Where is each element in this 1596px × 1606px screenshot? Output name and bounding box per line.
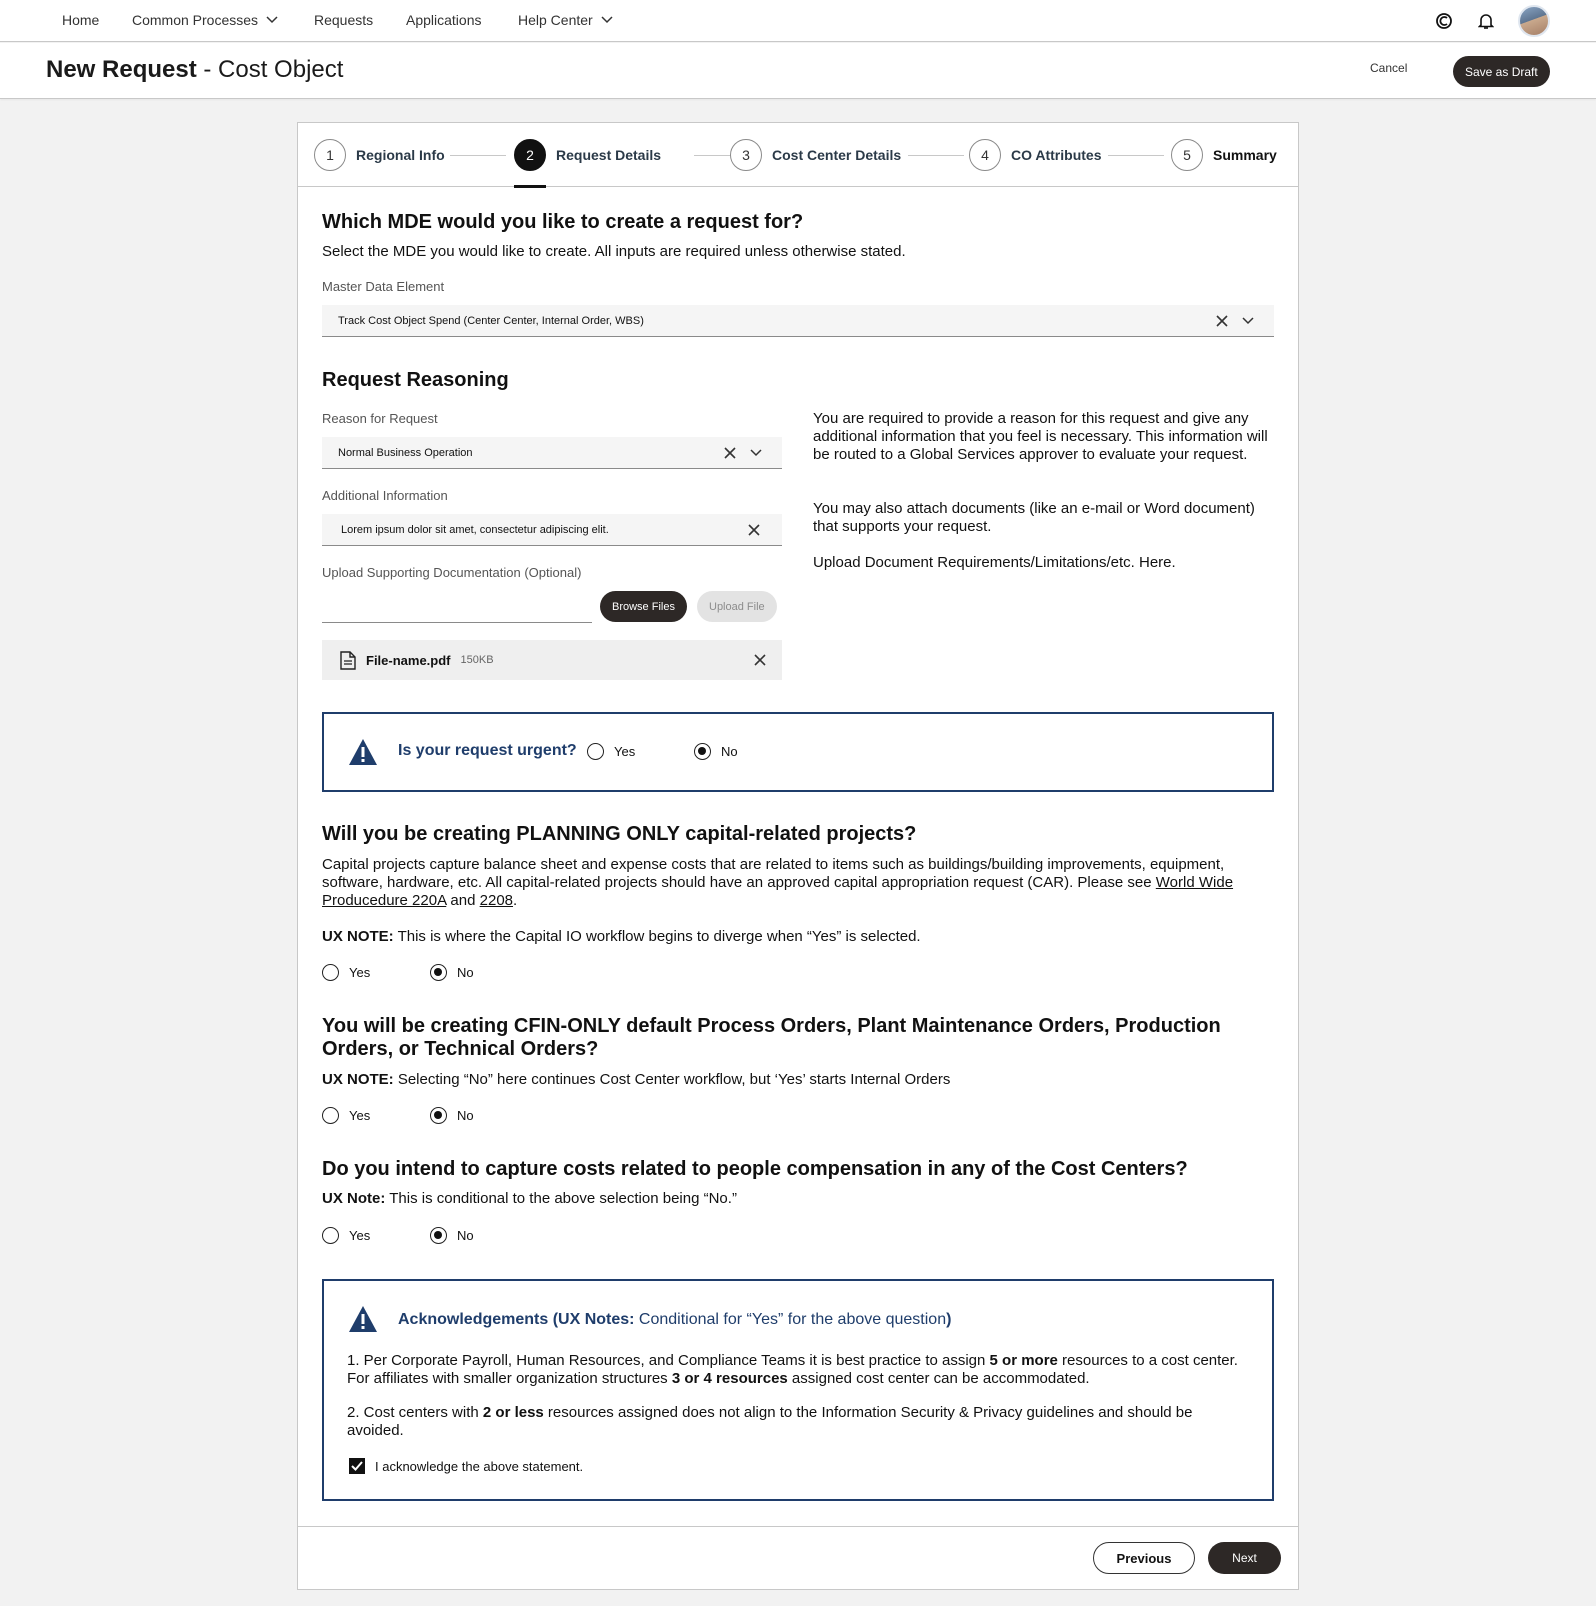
reason-select-value: Normal Business Operation [338,446,473,459]
chevron-down-icon[interactable] [1240,313,1256,329]
urgent-yes-radio[interactable] [587,743,635,760]
reasoning-help-text-1: You are required to provide a reason for this request and give any additional information that you feel is necessary. This information will be routed to a Global Services approver to evaluate your request. [813,410,1268,463]
step-label: CO Attributes [1011,147,1102,163]
radio-circle [322,1227,339,1244]
compensation-yes-radio[interactable] [322,1227,370,1244]
cancel-button[interactable]: Cancel [1370,61,1408,75]
step-number: 5 [1171,139,1203,171]
cfin-heading: You will be creating CFIN-ONLY default Process Orders, Plant Maintenance Orders, Production Orders, or Technical Orders? [322,1015,1221,1060]
checkbox-checked-icon [349,1458,365,1474]
ack-text: resources to a cost center. For affiliates with smaller organization structures [347,1352,1238,1387]
step-summary[interactable] [1171,139,1277,171]
step-number: 3 [730,139,762,171]
next-button[interactable]: Next [1208,1542,1281,1574]
reasoning-help-text-2: You may also attach documents (like an e-mail or Word document) that supports your request. [813,500,1255,535]
reason-select[interactable] [322,437,782,469]
upload-file-input[interactable] [322,591,592,623]
cfin-yes-radio[interactable] [322,1107,370,1124]
radio-label: No [457,965,474,980]
radio-circle [587,743,604,760]
ack-text: 2. Cost centers with [347,1404,483,1421]
step-connector [1108,155,1164,156]
radio-label: No [457,1108,474,1123]
additional-info-value: Lorem ipsum dolor sit amet, consectetur adipiscing elit. [341,523,609,536]
remove-file-icon[interactable] [754,653,766,671]
acknowledgements-title-rest: Conditional for “Yes” for the above question [634,1311,947,1328]
acknowledgements-title-close: ) [946,1311,952,1328]
nav-home[interactable] [62,12,99,28]
compensation-heading: Do you intend to capture costs related to people compensation in any of the Cost Centers? [322,1158,1188,1180]
chevron-down-icon [266,16,278,24]
radio-label: Yes [349,1228,371,1243]
nav-home-label: Home [62,12,100,28]
additional-info-input[interactable] [322,514,782,546]
compensation-ux-note [322,1190,1274,1208]
ack-emphasis: 3 or 4 resources [671,1370,788,1387]
radio-circle [322,964,339,981]
file-name: File-name.pdf [366,652,451,668]
step-number: 1 [314,139,346,171]
cfin-no-radio[interactable] [430,1107,474,1124]
ux-note-text: This is where the Capital IO workflow begins to diverge when “Yes” is selected. [393,928,921,945]
reasoning-help-text-3: Upload Document Requirements/Limitations/etc. Here. [813,554,1176,571]
clear-icon[interactable] [722,445,738,461]
upload-file-button[interactable]: Upload File [697,591,777,622]
checkbox-label: I acknowledge the above statement. [375,1458,584,1474]
attached-file [322,640,782,680]
planning-heading: Will you be creating PLANNING ONLY capital-related projects? [322,823,917,845]
nav-common-processes-label: Common Processes [132,12,259,28]
step-request-details[interactable] [514,139,661,171]
radio-circle [322,1107,339,1124]
clear-icon[interactable] [1214,313,1230,329]
mde-description: Select the MDE you would like to create. All inputs are required unless otherwise stated. [322,243,906,260]
ux-note-label: UX NOTE: [322,928,394,945]
nav-applications-label: Applications [406,12,482,28]
copilot-icon[interactable] [1434,11,1454,31]
warning-icon [348,1305,378,1333]
urgent-no-radio[interactable] [694,743,738,760]
nav-requests-label: Requests [314,12,374,28]
mde-heading: Which MDE would you like to create a request for? [322,211,804,233]
planning-description [322,856,1274,910]
nav-help-center-label: Help Center [518,12,593,28]
planning-description-text: Capital projects capture balance sheet and expense costs that are related to items such as buildings/building improvements, equipment, software, hardware, etc. All capital-related projects should have an approved capital appropriation request (CAR). Please see [322,856,1225,891]
acknowledgements-box [322,1279,1274,1501]
radio-label: Yes [349,965,371,980]
compensation-no-radio[interactable] [430,1227,474,1244]
radio-label: Yes [349,1108,371,1123]
page-header [0,43,1596,99]
ux-note-label: UX NOTE: [322,1071,394,1088]
radio-circle [430,1107,447,1124]
warning-icon [348,738,378,766]
upload-label: Upload Supporting Documentation (Optional) [322,565,582,580]
additional-info-label: Additional Information [322,488,448,503]
nav-requests[interactable] [314,12,373,28]
ack-emphasis: 2 or less [482,1404,544,1421]
acknowledgements-title-bold: Acknowledgements (UX Notes: [398,1311,635,1328]
planning-description-and: and [446,892,480,909]
acknowledgement-item-2 [347,1404,1247,1440]
urgent-alert-box [322,712,1274,792]
chevron-down-icon[interactable] [748,445,764,461]
procedure-220a-link[interactable]: World Wide Producedure 220A [322,874,1234,909]
bell-icon[interactable] [1476,11,1496,31]
step-co-attributes[interactable] [969,139,1101,171]
file-size: 150KB [460,654,494,666]
ack-emphasis: 5 or more [989,1352,1058,1369]
request-form-card [297,122,1299,1590]
avatar[interactable] [1518,5,1550,37]
nav-common-processes[interactable] [132,12,278,28]
page-title-subtitle: - Cost Object [196,56,344,83]
acknowledge-checkbox[interactable] [349,1458,583,1474]
step-connector [450,155,506,156]
ux-note-text: Selecting “No” here continues Cost Center workflow, but ‘Yes’ starts Internal Orders [393,1071,951,1088]
mde-select-value: Track Cost Object Spend (Center Center, Internal Order, WBS) [338,314,644,327]
clear-icon[interactable] [746,522,762,538]
radio-circle [430,964,447,981]
step-label: Regional Info [356,147,445,163]
step-regional-info[interactable] [314,139,445,171]
step-cost-center-details[interactable] [730,139,901,171]
ack-text: assigned cost center can be accommodated. [787,1370,1090,1387]
step-label: Summary [1213,147,1277,163]
page-title [46,56,343,84]
radio-circle [430,1227,447,1244]
top-nav [0,0,1596,42]
cfin-ux-note [322,1071,1274,1089]
page-title-bold: New Request [46,56,197,83]
nav-help-center[interactable] [518,12,613,28]
planning-description-end: . [513,892,518,909]
reason-label: Reason for Request [322,411,438,426]
ux-note-text: This is conditional to the above selection being “No.” [385,1190,737,1207]
procedure-2208-link[interactable]: 2208 [479,892,514,909]
radio-circle [694,743,711,760]
urgent-question: Is your request urgent? [398,742,577,759]
step-label: Request Details [556,147,662,163]
radio-label: No [721,744,738,759]
acknowledgement-item-1 [347,1352,1247,1388]
previous-button[interactable]: Previous [1093,1542,1195,1574]
stepper [298,123,1298,187]
radio-label: No [457,1228,474,1243]
step-number: 4 [969,139,1001,171]
radio-label: Yes [614,744,636,759]
ack-text: 1. Per Corporate Payroll, Human Resources, and Compliance Teams it is best practice to assign [347,1352,990,1369]
document-icon [340,651,356,670]
browse-files-button[interactable]: Browse Files [600,591,687,622]
nav-applications[interactable] [406,12,482,28]
acknowledgements-title [398,1311,951,1329]
planning-ux-note [322,928,1274,946]
nav-actions [1434,5,1550,37]
ack-text: resources assigned does not align to the Information Security & Privacy guidelines and should be avoided. [347,1404,1193,1439]
save-draft-button[interactable]: Save as Draft [1453,56,1550,87]
step-connector [908,155,964,156]
reasoning-heading: Request Reasoning [322,369,509,391]
step-label: Cost Center Details [772,147,902,163]
mde-select[interactable] [322,305,1274,337]
mde-field-label: Master Data Element [322,279,445,294]
planning-no-radio[interactable] [430,964,474,981]
form-footer [298,1526,1298,1590]
step-number: 2 [514,139,546,171]
ux-note-label: UX Note: [322,1190,386,1207]
chevron-down-icon [601,16,613,24]
planning-yes-radio[interactable] [322,964,370,981]
